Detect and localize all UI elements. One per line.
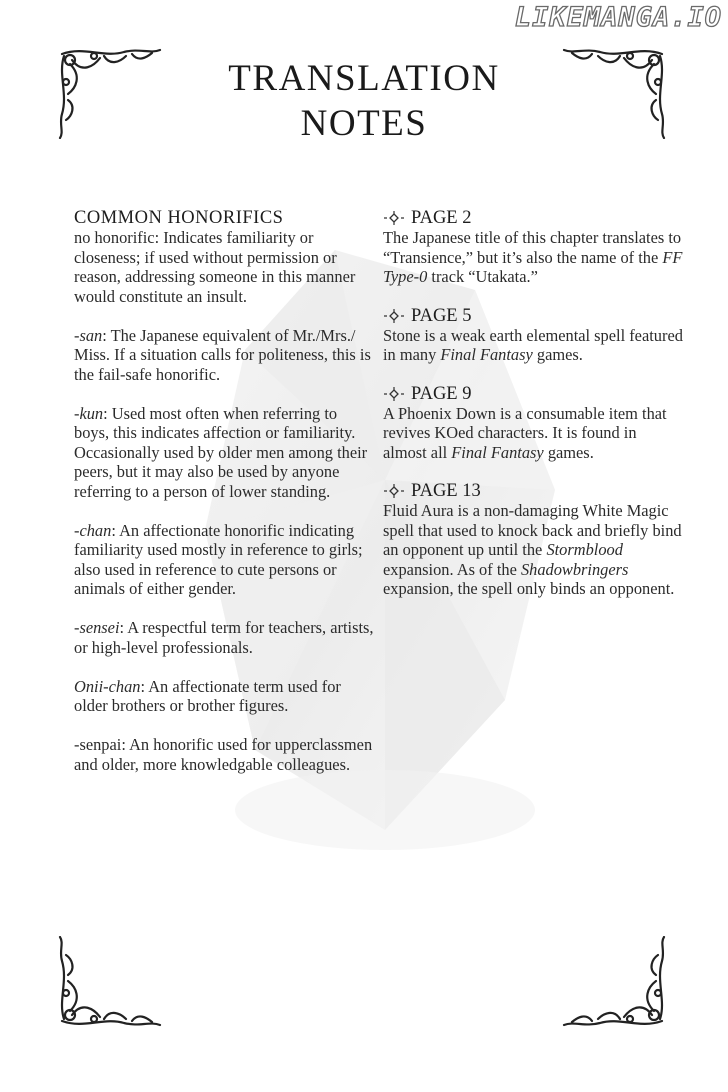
honorific-entry-onii-chan: Onii-chan: An affectionate term used for older brothers or brother figures. [74, 676, 341, 715]
note-page-label: PAGE 9 [411, 383, 472, 404]
ornamental-corner-bottom-right [560, 936, 670, 1031]
honorific-term: -san [74, 325, 103, 345]
honorifics-heading: COMMON HONORIFICS [74, 208, 284, 228]
title-line-1: TRANSLATION [228, 58, 500, 99]
page-notes-section [383, 208, 683, 618]
crystal-sparkle-icon [383, 386, 405, 402]
note-page-5 [383, 306, 683, 365]
honorific-term: -chan [74, 520, 112, 540]
watermark-logo: LIKEMANGA.IO [514, 2, 722, 33]
honorific-entry-kun: -kun: Used most often when referring to boys, this indicates affection or familiarity. Occasionally used by older men among their peers, but it may also be used by anyone referring to a person of lower standing. [74, 403, 368, 501]
note-page-13 [383, 481, 683, 599]
honorific-entry-san: -san: The Japanese equivalent of Mr./Mrs./ Miss. If a situation calls for politeness, this is the fail-safe honorific. [74, 325, 371, 384]
ornamental-corner-top-left [54, 44, 164, 139]
honorific-term: Onii-chan [74, 676, 141, 696]
note-page-label: PAGE 13 [411, 481, 481, 501]
note-page-9 [383, 384, 683, 463]
crystal-sparkle-icon [383, 308, 405, 324]
note-text: Stone is a weak earth elemental spell featured in many Final Fantasy games. [383, 325, 683, 364]
title-line-2: NOTES [300, 103, 428, 144]
note-page-label: PAGE 5 [411, 305, 472, 326]
note-text: The Japanese title of this chapter translates to “Transience,” but it’s also the name of the FF Type-0 track “Utakata.” [383, 228, 683, 286]
note-text: A Phoenix Down is a consumable item that revives KOed characters. It is found in almost all Final Fantasy games. [383, 403, 667, 462]
crystal-sparkle-icon [383, 483, 405, 499]
honorific-term: -kun [74, 403, 104, 423]
ornamental-corner-bottom-left [54, 936, 164, 1031]
crystal-sparkle-icon [383, 210, 405, 226]
note-text: Fluid Aura is a non-damaging White Magic spell that used to knock back and briefly bind an opponent up until the Stormblood expansion. As of the Shadowbringers expansion, the spell only binds an opponent. [383, 501, 682, 598]
note-page-2 [383, 208, 683, 287]
honorific-entry-chan: -chan: An affectionate honorific indicating familiarity used mostly in reference to girls; also used in reference to cute persons or animals of either gender. [74, 520, 363, 598]
honorific-entry-senpai: -senpai: An honorific used for upperclassmen and older, more knowledgable colleagues. [74, 735, 373, 774]
honorifics-section [74, 208, 374, 794]
honorific-entry-none: no honorific: Indicates familiarity or closeness; if used without permission or reason, addressing someone in this manner would constitute an insult. [74, 228, 356, 306]
honorific-term: -sensei [74, 618, 120, 637]
honorific-entry-sensei: -sensei: A respectful term for teachers, artists, or high-level professionals. [74, 618, 374, 657]
ornamental-corner-top-right [560, 44, 670, 139]
note-page-label: PAGE 2 [411, 208, 472, 228]
